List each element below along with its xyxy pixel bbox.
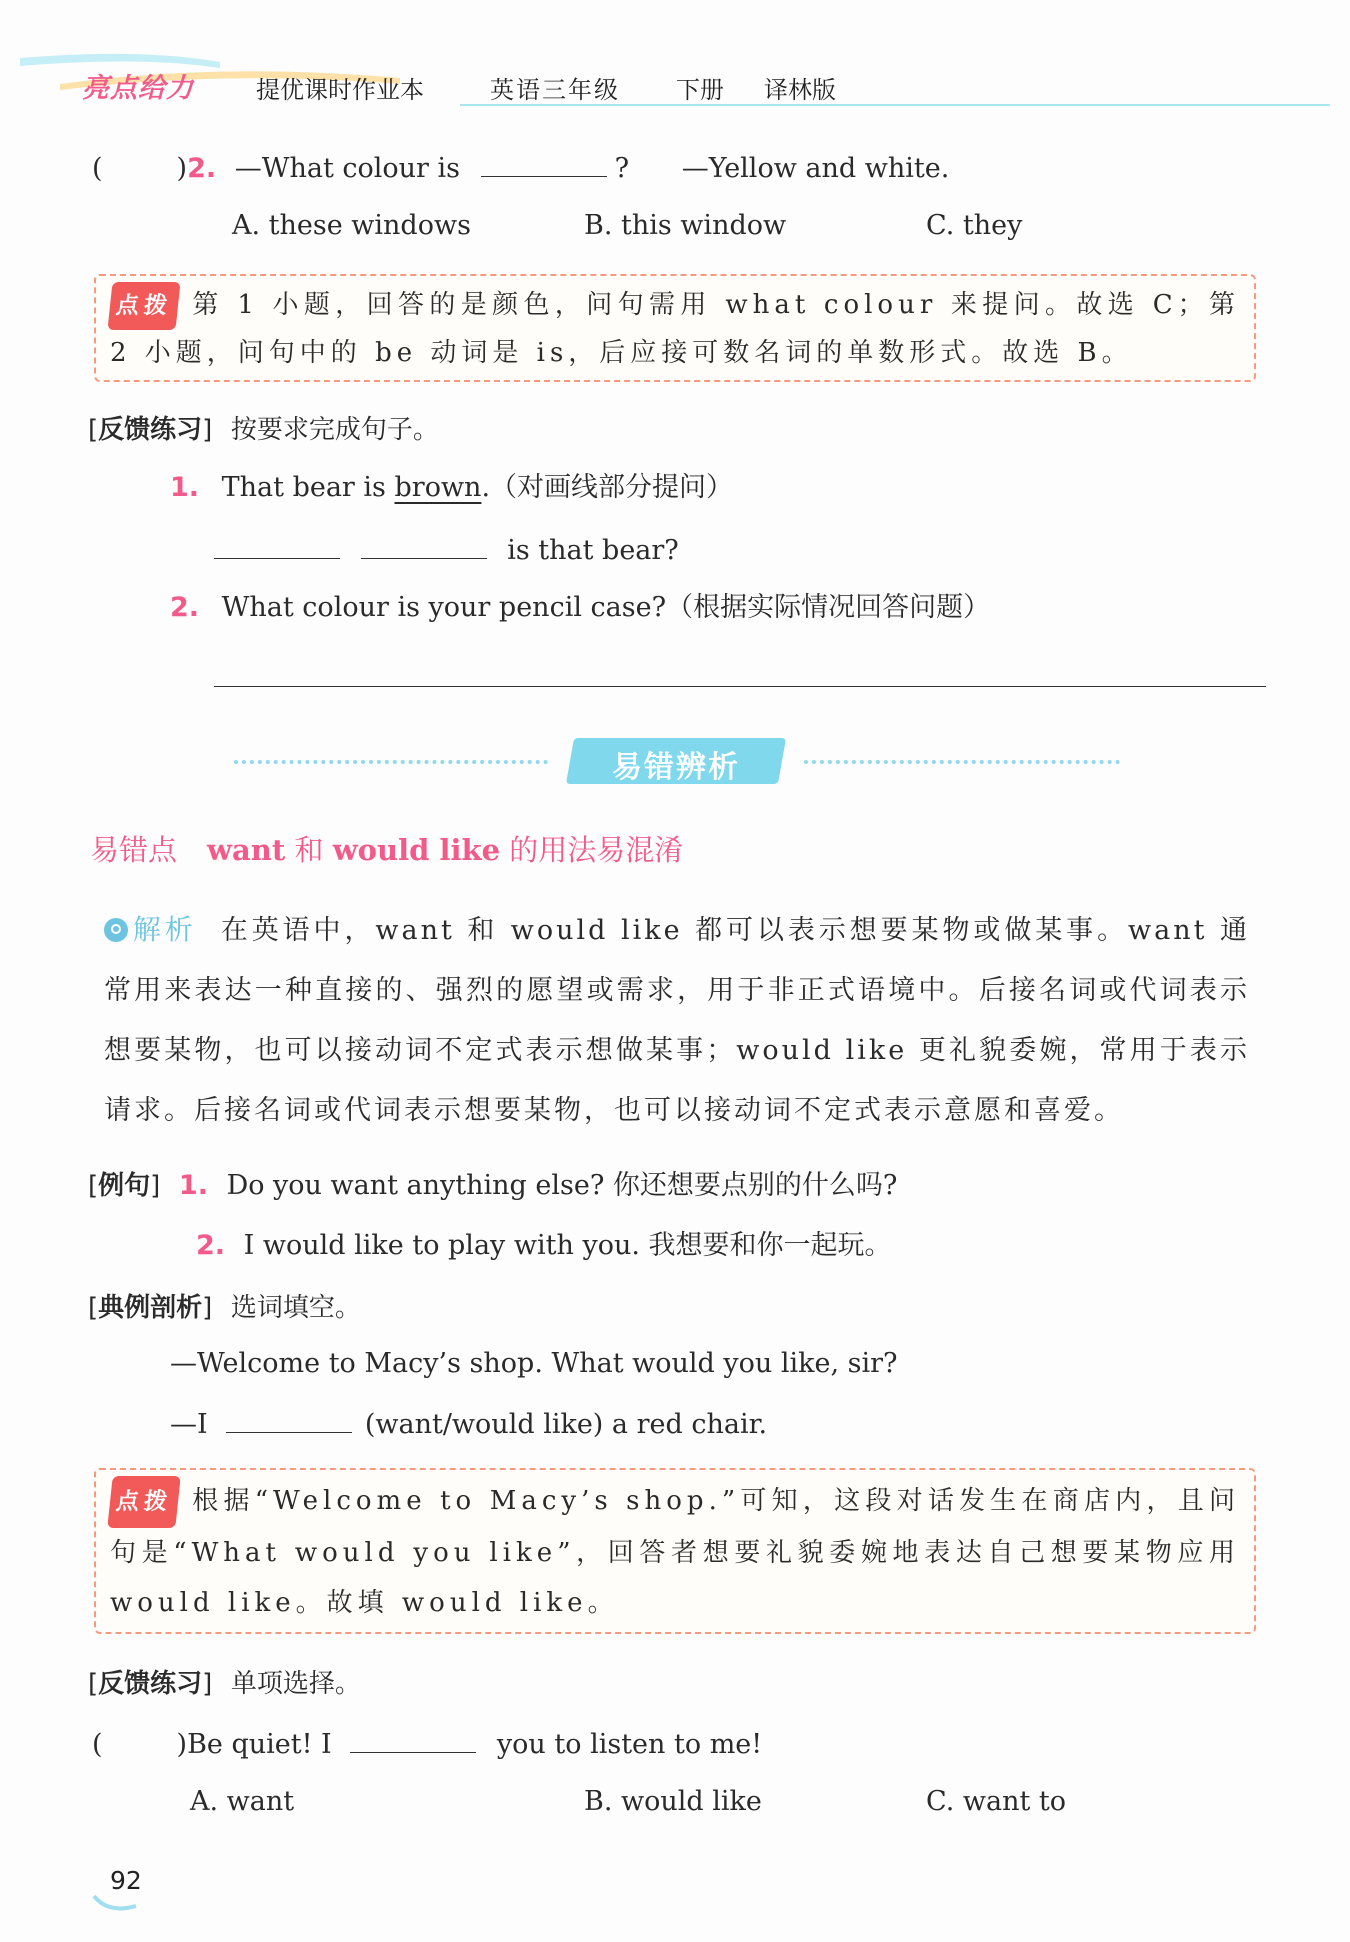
error-point-label: 易错点 [90,833,178,867]
question-text: —What colour is [234,153,461,184]
feedback-label: [反馈练习] [88,1669,213,1699]
hint-2-text: 根据“Welcome to Macy’s shop.”可知，这段对话发生在商店内，且问句是“What would you like”，回答者想要礼貌委婉地表达自己想要某物应用 would like。故填 would like。 [110,1486,1240,1618]
hint-tag: 点拨 [107,1476,180,1528]
feedback-label: [反馈练习] [88,415,213,445]
volume: 下册 [676,76,724,104]
key-icon [104,918,128,942]
typical-line-2-start: —I [170,1409,208,1440]
section-banner [230,738,1120,788]
error-point-and: 和 [285,833,333,867]
item-number: 2. [170,592,200,623]
typical-line-2 [170,1404,767,1443]
example-2 [196,1228,892,1264]
error-point-title [90,828,683,869]
section-title: 易错辨析 [612,750,740,785]
fill-blank-1[interactable] [214,530,340,559]
hint-box-2 [94,1468,1256,1634]
answer-paren-open: ( [92,1729,103,1760]
feedback-2-option-a[interactable]: A. want [190,1786,295,1817]
error-point-word-2: would like [332,833,501,867]
error-point-desc: 的用法易混淆 [500,833,684,867]
feedback-1-instruction: 按要求完成句子。 [230,415,439,445]
fill-blank[interactable] [226,1404,352,1433]
analysis-tag: 解析 [104,913,197,946]
example-text: Do you want anything else? 你还想要点别的什么吗? [226,1170,898,1201]
header-rule [460,104,1330,106]
analysis-text: 在英语中，want 和 would like 都可以表示想要某物或做某事。want 通常用来表达一种直接的、强烈的愿望或需求，用于非正式语境中。后接名词或代词表示想要某物，也可以接动词不定式表示想做某事；would like 更礼貌委婉，常用于表示请求。后接名词或代词表示想要某物，也可以接动词不定式表示意愿和喜爱。 [104,915,1250,1126]
item-number: 1. [170,472,200,503]
book-name: 提优课时作业本 [256,76,424,104]
item-2-text: What colour is your pencil case?（根据实际情况回答问题） [221,592,991,623]
typical-heading [88,1290,361,1326]
page-number: 92 [110,1866,142,1895]
analysis-paragraph [104,900,1250,1141]
feedback-2-option-c[interactable]: C. want to [926,1786,1066,1817]
answer-tail: is that bear? [507,535,679,566]
answer-line[interactable] [214,686,1266,687]
hint-box-1 [94,274,1256,382]
typical-line-1: —Welcome to Macy’s shop. What would you like, sir? [170,1348,898,1379]
example-text: I would like to play with you. 我想要和你一起玩。 [243,1230,892,1261]
feedback-1-item-2 [170,590,990,626]
example-number: 1. [178,1170,208,1201]
item-1-instruction: .（对画线部分提问） [481,472,734,503]
item-1-text: That bear is [221,472,395,503]
feedback-1-heading [88,412,439,448]
typical-line-2-end: (want/would like) a red chair. [364,1409,768,1440]
feedback-2-option-b[interactable]: B. would like [584,1786,762,1817]
page-header [20,48,1330,108]
question-2 [92,148,949,187]
question-number: 2. [187,153,217,184]
hint-2-content [110,1476,1240,1628]
question-text: )Be quiet! I [176,1729,332,1760]
example-number: 2. [196,1230,226,1261]
typical-label: [典例剖析] [88,1293,213,1323]
underlined-word: brown [394,472,482,503]
answer-paren-close: ) [176,153,188,184]
fill-blank-2[interactable] [361,530,487,559]
fill-blank[interactable] [350,1724,476,1753]
feedback-2-question [92,1724,762,1763]
q2-option-b[interactable]: B. this window [584,210,787,241]
question-mark: ? [614,153,630,184]
question-answer: —Yellow and white. [681,153,950,184]
examples-label: [例句] [88,1171,161,1201]
error-point-word-1: want [207,833,286,867]
hint-tag: 点拨 [107,282,180,330]
hint-1-content [110,282,1240,376]
feedback-1-item-1 [170,470,733,506]
fill-blank[interactable] [481,148,607,177]
question-text-end: you to listen to me! [496,1729,763,1760]
hint-1-text: 第 1 小题，回答的是颜色，问句需用 what colour 来提问。故选 C；第 2 小题，问句中的 be 动词是 is，后应接可数名词的单数形式。故选 B。 [110,290,1240,368]
edition: 译林版 [764,76,836,104]
feedback-2-instruction: 单项选择。 [230,1669,361,1699]
q2-option-c[interactable]: C. they [926,210,1023,241]
q2-option-a[interactable]: A. these windows [232,210,471,241]
feedback-1-item-1-answer [214,530,679,569]
brand-logo: 亮点给力 [82,73,194,104]
banner-dots-left [234,760,548,764]
answer-paren-open: ( [92,153,103,184]
subject-grade: 英语三年级 [490,76,620,104]
typical-instruction: 选词填空。 [230,1293,361,1323]
banner-dots-right [804,760,1120,764]
example-1 [88,1168,897,1204]
feedback-2-heading [88,1666,361,1702]
